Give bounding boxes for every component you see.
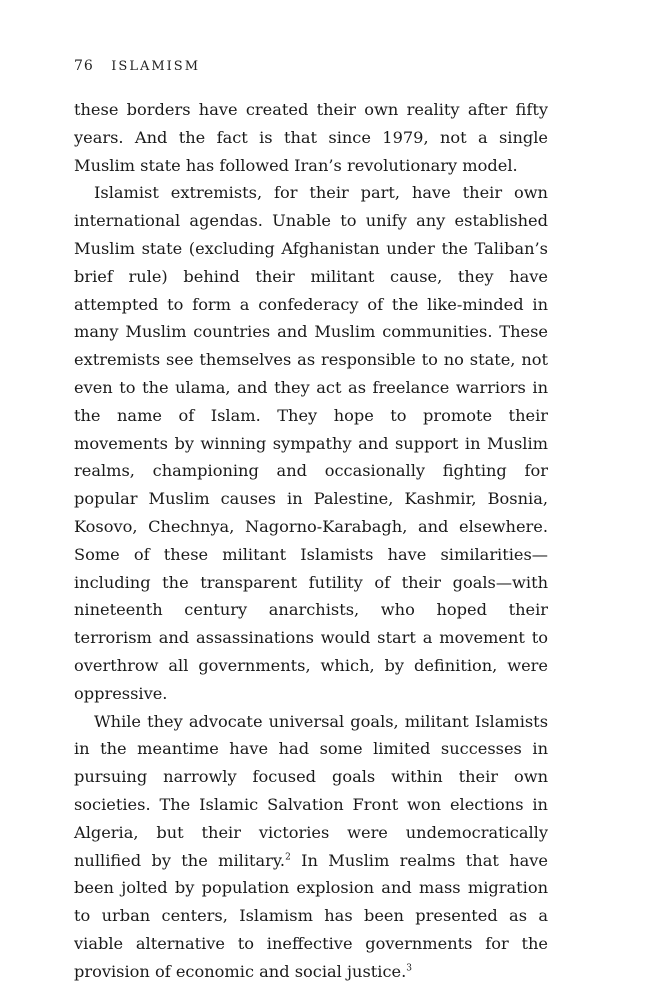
footnote-reference-3: 3 xyxy=(406,963,412,974)
book-page xyxy=(74,58,548,986)
footnote-reference-2: 2 xyxy=(285,852,291,863)
paragraph-3-text-b: In Muslim realms that have been jolted by population explosion and mass migration to urban centers, Islamism has been presented as a viable alternative to ineffective governments for the provision of economic and social justice. xyxy=(74,850,548,981)
paragraph-1: these borders have created their own reality after fifty years. And the fact is that since 1979, not a single Muslim state has followed Iran’s revolutionary model. xyxy=(74,100,548,175)
paragraph-2: Islamist extremists, for their part, have their own international agendas. Unable to unify any established Muslim state (excluding Afghanistan under the Taliban’s brief rule) behind their militant cause, they have attempted to form a confederacy of the like-minded in many Muslim countries and Muslim communities. These extremists see themselves as responsible to no state, not even to the ulama, and they act as freelance warriors in the name of Islam. They hope to promote their movements by winning sympathy and support in Muslim realms, championing and occasionally fighting for popular Muslim causes in Palestine, Kashmir, Bosnia, Kosovo, Chechnya, Nagorno-Karabagh, and elsewhere. Some of these militant Islamists have similarities—including the transparent futility of their goals—with nineteenth century anarchists, who hoped their terrorism and assassinations would start a movement to overthrow all governments, which, by definition, were oppressive. xyxy=(74,183,548,703)
page-number: 76 xyxy=(74,58,94,74)
section-title: ISLAMISM xyxy=(111,59,201,74)
paragraph-3 xyxy=(74,708,548,986)
running-head xyxy=(74,58,548,74)
body-text xyxy=(74,96,548,986)
paragraph-3-text-a: While they advocate universal goals, militant Islamists in the meantime have had some limited successes in pursuing narrowly focused goals within their own societies. The Islamic Salvation Front won elections in Algeria, but their victories were undemocratically nullified by the military. xyxy=(74,711,548,870)
